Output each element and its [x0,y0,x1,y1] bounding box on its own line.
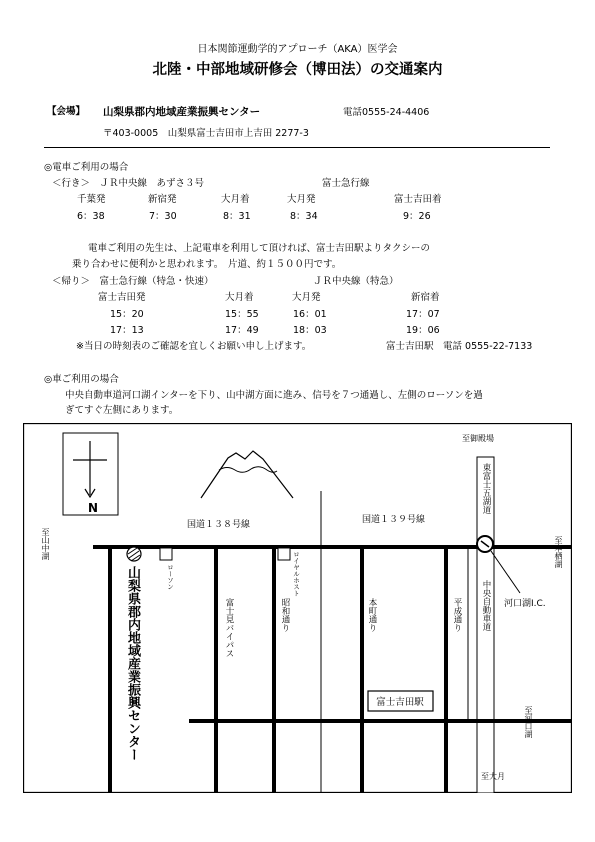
to-gotenba-label: 至御殿場 [462,434,494,443]
train-note-line2: 乗り合わせに便利かと思われます。 片道、約１５００円です。 [72,259,342,270]
outbound-stop: 大月発 [287,194,316,205]
ic-leader-line [491,551,520,593]
train-note-line1: 電車ご利用の先生は、上記電車を利用して頂ければ、富士吉田駅よりタクシーの [88,243,431,254]
station-phone: 富士吉田駅 電話 0555-22-7133 [386,341,533,352]
to-otsuki-label: 至大月 [481,772,505,781]
outbound-stop: 新宿発 [148,194,177,205]
return-time: 15：55 [225,309,259,320]
outbound-label: ＜行き＞ ＪＲ中央線 あずさ３号 [52,178,205,189]
divider [44,147,550,148]
return-time: 17：07 [406,309,440,320]
car-desc-line2: ぎてすぐ左側にあります。 [65,405,179,416]
return-line2: ＪＲ中央線（特急） [313,276,399,287]
return-stop: 大月発 [292,292,321,303]
car-heading: ◎車ご利用の場合 [44,374,119,385]
return-time: 17：13 [110,325,144,336]
outbound-line2: 富士急行線 [322,178,370,189]
lawson-marker [160,548,172,560]
return-stop: 新宿着 [411,292,440,303]
venue-name: 山梨県郡内地域産業振興センター [103,106,261,118]
showa-dori-label: 昭和通り [280,598,290,632]
car-desc-line1: 中央自動車道河口湖インターを下り、山中湖方面に進み、信号を７つ通過し、左側のローソンを過 [65,390,483,401]
return-time: 16：01 [293,309,327,320]
return-time: 17：49 [225,325,259,336]
to-yamanakako-label: 至山中湖 [41,528,50,560]
royal-host-marker [278,548,290,560]
outbound-stop: 千葉発 [77,194,106,205]
venue-label: 【会場】 [47,106,86,117]
heisei-dori-label: 平成通り [452,598,462,632]
outbound-time: 8：34 [290,211,318,222]
return-stop: 大月着 [225,292,254,303]
honcho-dori-label: 本町通り [367,598,377,632]
lawson-label: ローソン [166,564,174,590]
timetable-footnote: ※当日の時刻表のご確認を宜しくお願い申し上げます。 [76,341,312,352]
royal-host-label: ロイヤルホスト [292,551,300,597]
venue-address: 〒403-0005 山梨県富士吉田市上吉田 2277-3 [103,128,309,139]
outbound-time: 6：38 [77,211,105,222]
compass-label: N [87,500,98,514]
kawaguchiko-ic-label: 河口湖I.C. [504,599,546,609]
return-time: 15：20 [110,309,144,320]
return-time: 19：06 [406,325,440,336]
fujimi-bypass-label: 富士見バイパス [224,598,234,658]
station-label: 富士吉田駅 [376,697,424,708]
higashi-fuji-goko-road-label: 東富士五湖道 [481,463,491,514]
return-label: ＜帰り＞ 富士急行線（特急・快速） [52,276,214,287]
outbound-time: 9：26 [403,211,431,222]
outbound-time: 7：30 [149,211,177,222]
venue-map-label: 山梨県郡内地域産業振興センター [125,566,140,761]
outbound-stop: 富士吉田着 [394,194,442,205]
outbound-stop: 大月着 [221,194,250,205]
organization-name: 日本関節運動学的アプローチ（AKA）医学会 [197,44,398,55]
to-motosuko-label: 至本栖湖 [554,536,563,568]
outbound-time: 8：31 [223,211,251,222]
page-title: 北陸・中部地域研修会（博田法）の交通案内 [152,62,443,78]
return-stop: 富士吉田発 [98,292,146,303]
chuo-expressway-label: 中央自動車道 [481,580,491,631]
route-139-label: 国道１３９号線 [362,515,426,525]
mount-fuji-icon [201,451,293,498]
venue-phone: 電話0555-24-4406 [343,107,430,118]
route-138-label: 国道１３８号線 [187,520,251,530]
to-kawaguchiko-label: 至河口湖 [524,706,533,738]
train-heading: ◎電車ご利用の場合 [44,162,129,173]
return-time: 18：03 [293,325,327,336]
